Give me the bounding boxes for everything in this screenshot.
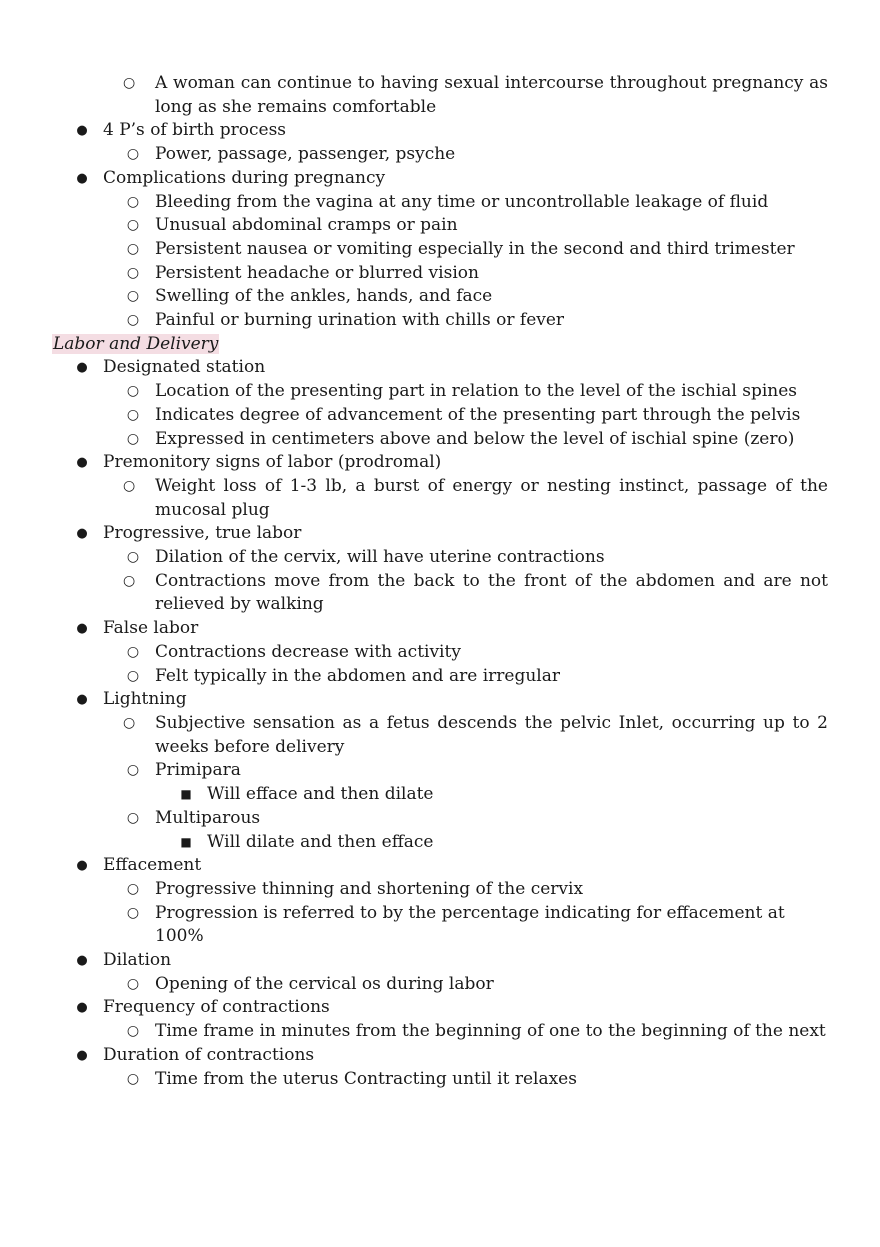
bullet-icon: ● <box>76 858 88 874</box>
list-item-text: Progressive thinning and shortening of the cervix <box>155 878 584 899</box>
list-item-text: Indicates degree of advancement of the presenting part through the pelvis <box>155 404 801 425</box>
list-item-level-1 <box>52 451 832 475</box>
list-item-level-2 <box>52 902 832 949</box>
bullet-icon: ○ <box>123 477 136 494</box>
bullet-icon: ○ <box>123 75 136 91</box>
list-item-text: Primipara <box>155 760 241 781</box>
list-item-level-2 <box>52 570 832 617</box>
list-item-level-2 <box>52 238 832 262</box>
list-item-level-2 <box>52 214 832 238</box>
list-item-text: Effacement <box>103 855 202 876</box>
list-item-level-2 <box>52 807 832 831</box>
bullet-icon: ● <box>76 526 88 542</box>
list-item-level-2 <box>52 641 832 665</box>
bullet-icon: ○ <box>123 572 136 589</box>
bullet-icon: ● <box>76 170 88 186</box>
list-item-level-2 <box>52 973 832 997</box>
bullet-icon: ○ <box>126 193 140 210</box>
bullet-icon: ● <box>76 953 88 969</box>
list-item-text: Designated station <box>103 357 266 378</box>
bullet-icon: ● <box>76 692 88 708</box>
list-item-text: Felt typically in the abdomen and are irregular <box>155 665 560 686</box>
list-item-text: Unusual abdominal cramps or pain <box>155 215 458 236</box>
list-item-level-2 <box>52 262 832 286</box>
list-item-level-1 <box>52 617 832 641</box>
bullet-icon: ● <box>76 1047 88 1063</box>
list-item-text: Contractions move from the back to the front of the abdomen and are not relieved by walking <box>155 570 828 615</box>
list-item-text: 4 P’s of birth process <box>103 120 287 141</box>
list-item-level-2 <box>52 285 832 309</box>
bullet-icon: ○ <box>126 549 140 566</box>
list-item-text: Opening of the cervical os during labor <box>155 973 494 994</box>
list-item-level-2 <box>52 712 832 759</box>
list-item-level-2 <box>52 1068 832 1092</box>
bullet-icon: ○ <box>126 383 140 400</box>
list-item-text: Dilation of the cervix, will have uterine contractions <box>155 547 605 568</box>
list-item-text: A woman can continue to having sexual intercourse throughout pregnancy as long as she remains comfortable <box>155 73 828 117</box>
bullet-icon: ○ <box>126 667 140 684</box>
list-item-text: Expressed in centimeters above and below the level of ischial spine (zero) <box>155 428 795 449</box>
bullet-icon: ○ <box>123 714 136 731</box>
list-item-text: Bleeding from the vagina at any time or uncontrollable leakage of fluid <box>155 191 769 212</box>
bullet-icon: ○ <box>126 240 140 257</box>
list-item-text: Painful or burning urination with chills or fever <box>155 310 565 331</box>
bullet-icon: ○ <box>126 288 140 305</box>
list-item-text: Time frame in minutes from the beginning of one to the beginning of the next <box>155 1021 826 1042</box>
list-item-text: Power, passage, passenger, psyche <box>155 144 456 165</box>
list-item-text: Contractions decrease with activity <box>155 641 461 662</box>
list-item-level-1 <box>52 949 832 973</box>
list-item-text: Premonitory signs of labor (prodromal) <box>103 452 442 473</box>
list-item-text: Duration of contractions <box>103 1044 315 1065</box>
bullet-icon: ○ <box>126 904 140 921</box>
bullet-icon: ○ <box>126 1070 140 1087</box>
list-item-level-2 <box>52 759 832 783</box>
list-item-text: Swelling of the ankles, hands, and face <box>155 286 493 307</box>
bullet-icon: ○ <box>126 312 140 329</box>
section-heading <box>52 333 832 357</box>
bullet-icon: ○ <box>126 146 140 163</box>
list-item-level-2 <box>52 428 832 452</box>
list-item-level-2 <box>52 1020 832 1044</box>
bullet-icon: ○ <box>126 406 140 423</box>
bullet-icon: ○ <box>126 762 140 779</box>
list-item-text: Location of the presenting part in relation to the level of the ischial spines <box>155 381 798 402</box>
list-item-level-2 <box>52 309 832 333</box>
list-item-level-2 <box>52 475 832 522</box>
list-item-level-1 <box>52 167 832 191</box>
bullet-icon: ○ <box>126 217 140 234</box>
bullet-icon: ○ <box>126 975 140 992</box>
list-item-level-1 <box>52 688 832 712</box>
list-item-text: Complications during pregnancy <box>103 167 386 188</box>
bullet-icon: ● <box>76 360 88 376</box>
list-item-text: Lightning <box>103 689 187 710</box>
bullet-icon: ● <box>76 621 88 637</box>
list-item-text: Time from the uterus Contracting until it relaxes <box>155 1068 577 1089</box>
list-item-text: Will efface and then dilate <box>207 784 434 805</box>
list-item-level-3 <box>52 783 832 807</box>
list-item-level-1 <box>52 996 832 1020</box>
list-item-level-2 <box>52 191 832 215</box>
list-item-text: Dilation <box>103 950 172 971</box>
list-item-text: Subjective sensation as a fetus descends the pelvic Inlet, occurring up to 2 weeks before delivery <box>155 712 828 757</box>
bullet-icon: ○ <box>126 264 140 281</box>
list-item-level-2 <box>52 404 832 428</box>
bullet-icon: ● <box>76 1000 88 1016</box>
list-item-level-1 <box>52 522 832 546</box>
bullet-icon: ○ <box>126 643 140 660</box>
bullet-icon: ● <box>76 455 88 471</box>
bullet-icon: ● <box>76 123 88 139</box>
list-item-level-1 <box>52 854 832 878</box>
list-item-text: Progression is referred to by the percentage indicating for effacement at 100% <box>155 902 785 947</box>
list-item-text: Frequency of contractions <box>103 997 330 1018</box>
list-item-text: Will dilate and then efface <box>207 831 434 852</box>
bullet-icon: ■ <box>180 834 192 849</box>
bullet-icon: ○ <box>126 1023 140 1040</box>
list-item-level-2 <box>52 665 832 689</box>
list-item-text: False labor <box>103 618 199 639</box>
bullet-icon: ○ <box>126 880 140 897</box>
list-item-level-1 <box>52 1044 832 1068</box>
list-item-text: Persistent headache or blurred vision <box>155 262 479 283</box>
list-item-level-2 <box>52 878 832 902</box>
list-item-level-2 <box>52 380 832 404</box>
list-item-text: Multiparous <box>155 807 261 828</box>
bullet-icon: ○ <box>126 430 140 447</box>
bullet-icon: ■ <box>180 787 192 802</box>
list-item-text: Progressive, true labor <box>103 523 302 544</box>
bullet-icon: ○ <box>126 809 140 826</box>
list-item-level-2 <box>52 546 832 570</box>
list-item-text: Persistent nausea or vomiting especially in the second and third trimester <box>155 238 795 259</box>
section-heading-text: Labor and Delivery <box>53 333 219 354</box>
list-item-level-1 <box>52 356 832 380</box>
list-item-text: Weight loss of 1-3 lb, a burst of energy or nesting instinct, passage of the mucosal plug <box>155 475 828 520</box>
list-item-level-2 <box>52 72 832 119</box>
notes-list <box>52 72 832 1091</box>
list-item-level-2 <box>52 143 832 167</box>
list-item-level-1 <box>52 119 832 143</box>
list-item-level-3 <box>52 831 832 855</box>
